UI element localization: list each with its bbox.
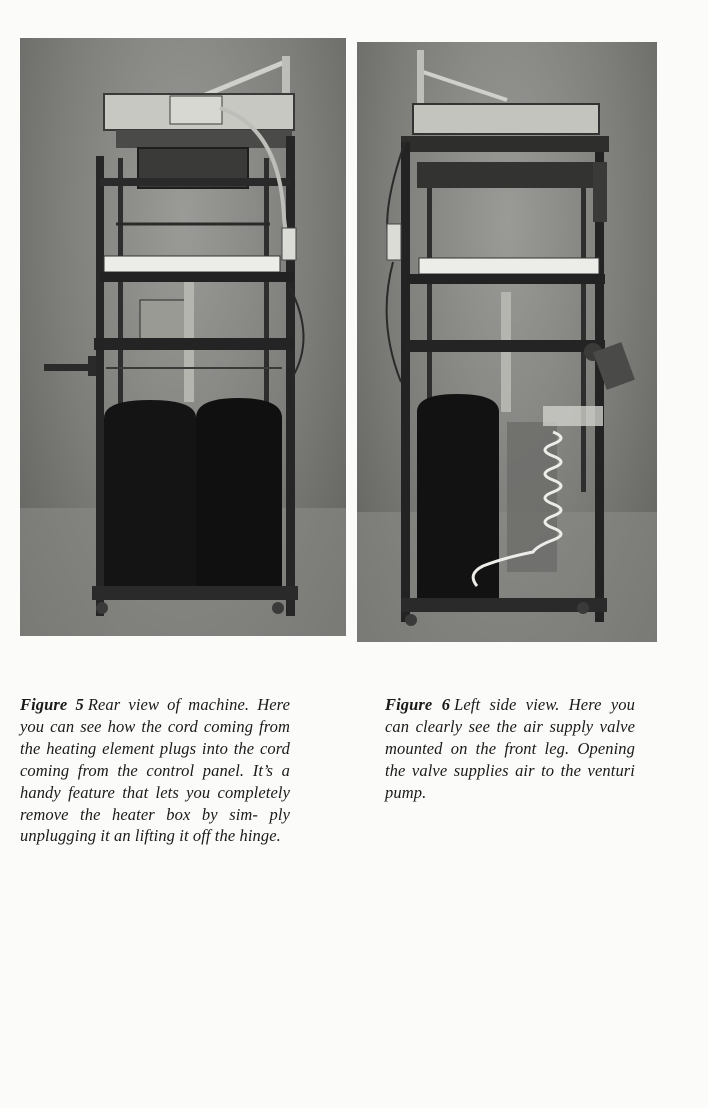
figure-6-photo	[357, 42, 657, 642]
figure-6-label: Figure 6	[385, 695, 451, 714]
figure-5-caption	[20, 694, 290, 847]
figure-5-caption-text: Rear view of machine. Here you can see how the cord coming from the heating element plugs into the cord coming from the control panel. It’s a handy feature that lets you completely remove the heater box by sim- ply unplugging it an lifting it off the hinge.	[20, 695, 291, 846]
figure-5-label: Figure 5	[20, 695, 84, 714]
rear-view-machine-illustration	[20, 38, 346, 636]
left-side-view-machine-illustration	[357, 42, 657, 642]
figure-6-caption	[385, 694, 635, 804]
figure-5-photo	[20, 38, 346, 636]
figure-6-caption-text: Left side view. Here you can clearly see the air supply valve mounted on the front leg. Opening the valve supplies air to the venturi pump.	[385, 695, 636, 802]
